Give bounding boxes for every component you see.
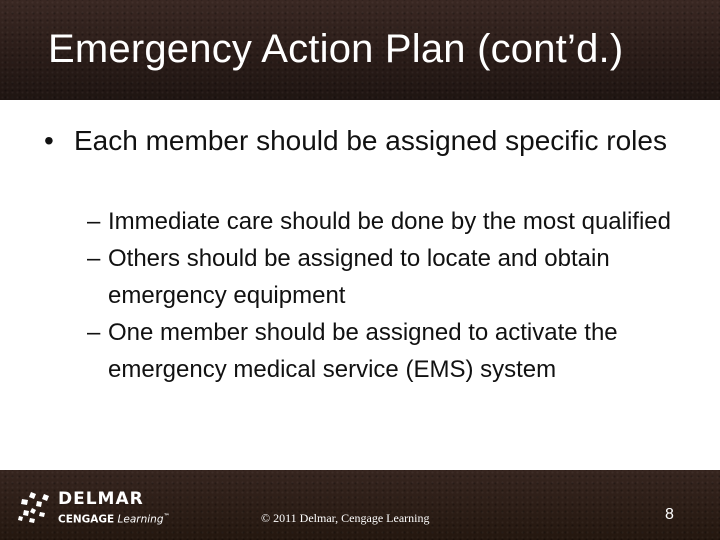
sub-bullet-text: One member should be assigned to activate the emergency medical service (EMS) system — [108, 319, 618, 383]
delmar-dots-logo-icon — [18, 490, 52, 524]
sub-bullet-list — [87, 203, 697, 388]
logo-learning-text: Learning — [114, 513, 164, 526]
sub-bullet-item — [87, 240, 697, 314]
slide-content — [0, 100, 720, 470]
sub-bullet-text: Immediate care should be done by the most qualified — [108, 208, 672, 235]
footer-bar — [0, 470, 720, 540]
logo-delmar-wordmark: DELMAR — [58, 489, 144, 509]
logo-cengage-wordmark — [58, 510, 170, 527]
title-bar — [0, 0, 720, 100]
sub-bullet-marker: – — [87, 208, 101, 235]
copyright-text: © 2011 Delmar, Cengage Learning — [261, 511, 430, 525]
slide-title: Emergency Action Plan (cont’d.) — [48, 27, 624, 71]
bullet-text: Each member should be assigned specific roles — [74, 125, 667, 156]
logo-cengage-brand: CENGAGE — [58, 513, 115, 526]
sub-bullet-text: Others should be assigned to locate and obtain emergency equipment — [108, 245, 610, 309]
sub-bullet-item — [87, 203, 697, 240]
sub-bullet-item — [87, 314, 697, 388]
bullet-marker: • — [44, 125, 54, 156]
delmar-cengage-logo — [18, 490, 188, 526]
sub-bullet-marker: – — [87, 245, 101, 272]
logo-trademark: ™ — [163, 513, 170, 520]
page-number: 8 — [665, 506, 674, 523]
sub-bullet-marker: – — [87, 319, 101, 346]
